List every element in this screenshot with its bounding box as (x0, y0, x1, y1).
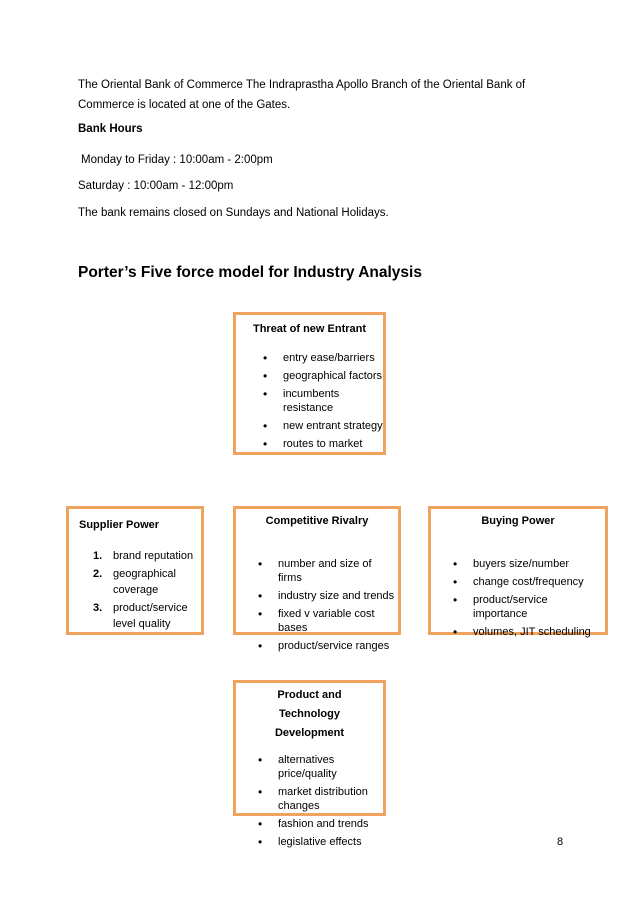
list-item: • routes to market (261, 437, 383, 451)
supplier-power-title: Supplier Power (79, 519, 160, 531)
list-item: • number and size of firms (256, 557, 398, 585)
list-item: • fixed v variable cost bases (256, 607, 398, 635)
page-number: 8 (557, 836, 564, 848)
list-item: • product/service ranges (256, 639, 398, 653)
list-item: • change cost/frequency (451, 575, 605, 589)
new-entrant-list (261, 351, 383, 451)
section-heading: Porter’s Five force model for Industry Analysis (78, 264, 422, 281)
buying-power-title: Buying Power (481, 515, 555, 527)
list-item: • alternatives price/quality (256, 753, 383, 781)
closed-note: The bank remains closed on Sundays and National Holidays. (78, 207, 389, 219)
new-entrant-title: Threat of new Entrant (252, 323, 367, 335)
bank-hours-heading: Bank Hours (78, 123, 143, 135)
list-item: • fashion and trends (256, 817, 383, 831)
list-item: 1. brand reputation (93, 550, 194, 562)
list-item: 2. geographical coverage (93, 568, 176, 596)
list-item: • legislative effects (256, 835, 383, 849)
list-item: • market distribution changes (256, 785, 383, 813)
new-entrant-box (233, 312, 386, 455)
supplier-power-list (93, 548, 201, 632)
product-technology-title: Product and Technology Development (274, 689, 345, 739)
competitive-rivalry-list (256, 557, 398, 653)
list-item: 3. product/service level quality (93, 602, 188, 630)
saturday-hours: Saturday : 10:00am - 12:00pm (78, 180, 234, 192)
list-item: • incumbents resistance (261, 387, 383, 415)
product-technology-box (233, 680, 386, 848)
list-item: • geographical factors (261, 369, 383, 383)
intro-paragraph: The Oriental Bank of Commerce The Indraprastha Apollo Branch of the Oriental Bank of Commerce is located at one of the Gates. (78, 79, 526, 111)
list-item: • buyers size/number (451, 557, 605, 571)
competitive-rivalry-box (233, 506, 401, 652)
supplier-power-box (66, 506, 204, 635)
list-item: • product/service importance (451, 593, 605, 621)
list-item: • industry size and trends (256, 589, 398, 603)
product-technology-list (256, 753, 383, 849)
list-item: • new entrant strategy (261, 419, 383, 433)
buying-power-box (428, 506, 608, 638)
buying-power-list (451, 557, 605, 639)
list-item: • entry ease/barriers (261, 351, 383, 365)
competitive-rivalry-title: Competitive Rivalry (265, 515, 369, 527)
list-item: • volumes, JIT scheduling (451, 625, 605, 639)
weekday-hours: Monday to Friday : 10:00am - 2:00pm (81, 154, 273, 166)
